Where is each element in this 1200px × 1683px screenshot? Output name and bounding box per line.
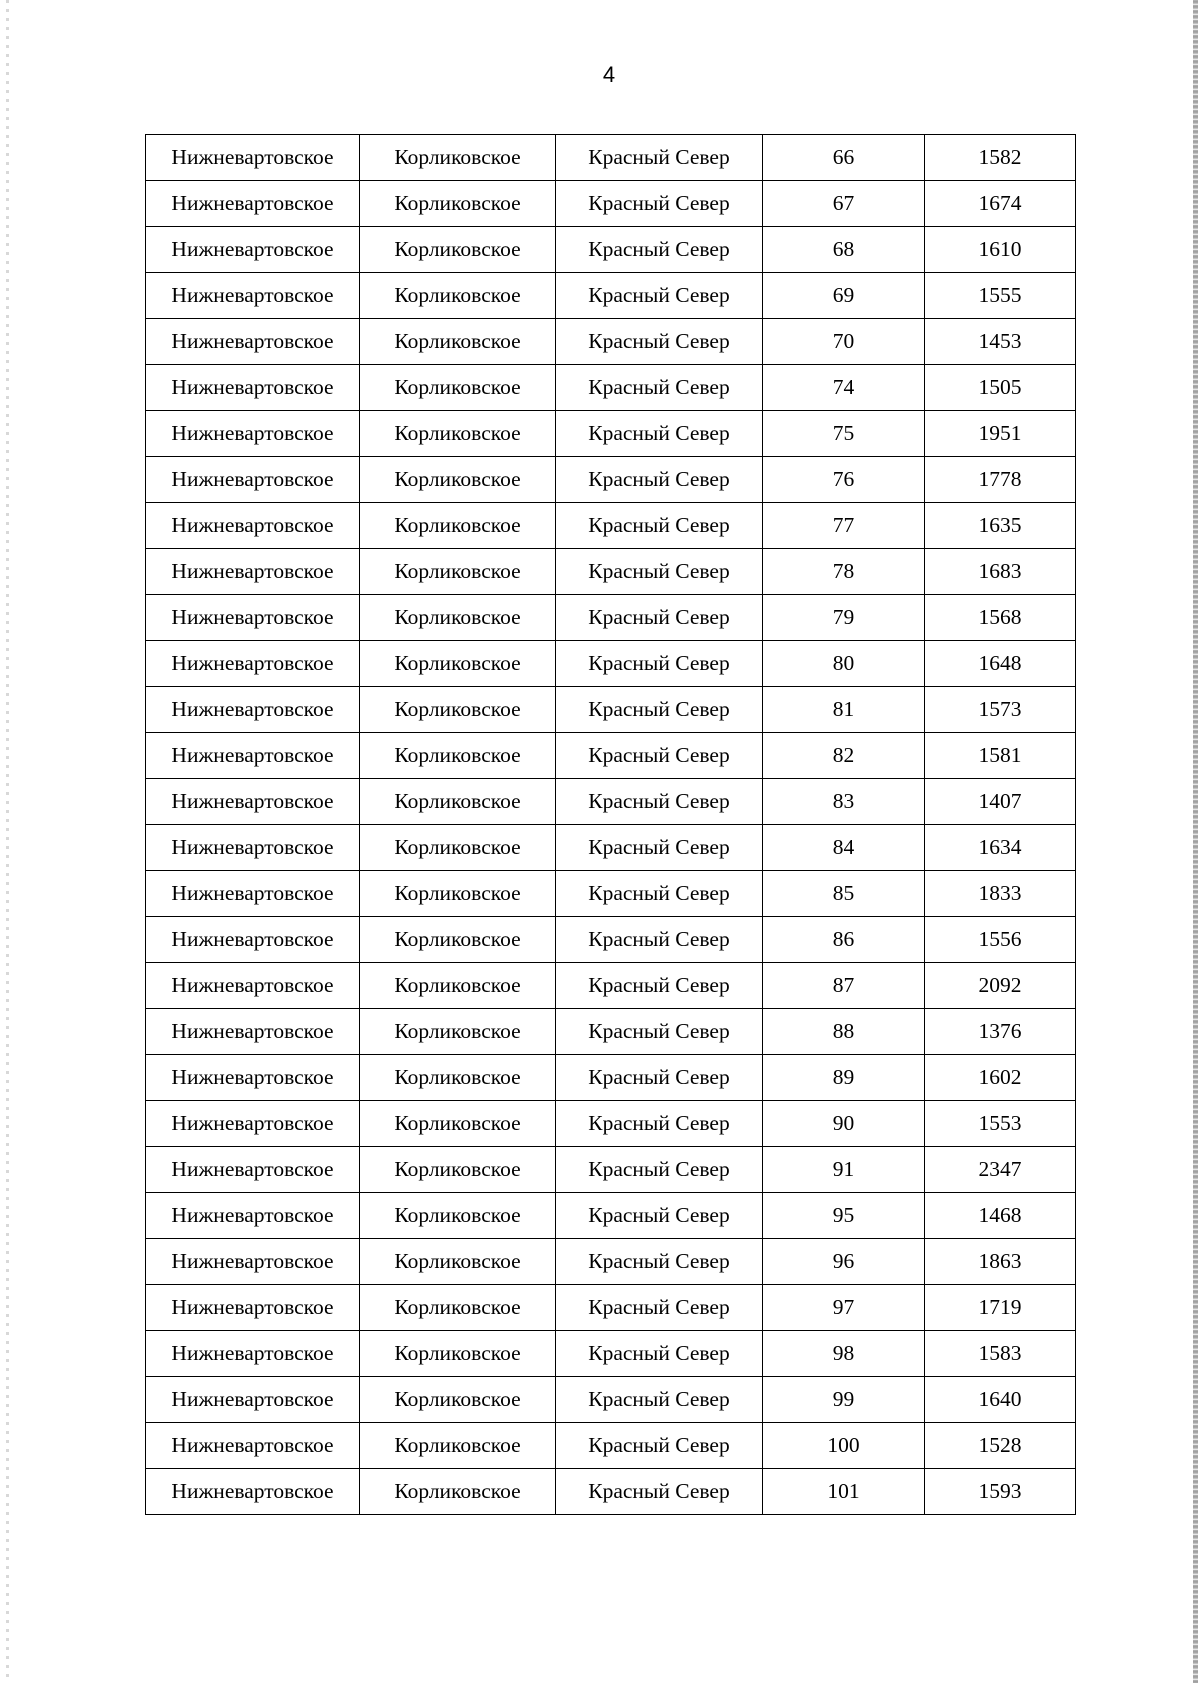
field-cell: Корликовское bbox=[360, 595, 556, 641]
district-cell: Нижневартовское bbox=[146, 1101, 360, 1147]
district-cell: Нижневартовское bbox=[146, 273, 360, 319]
area-cell: Красный Север bbox=[556, 1285, 763, 1331]
district-cell: Нижневартовское bbox=[146, 1285, 360, 1331]
table-row bbox=[146, 917, 1076, 963]
field-cell: Корликовское bbox=[360, 963, 556, 1009]
depth-cell: 1863 bbox=[925, 1239, 1076, 1285]
depth-cell: 1528 bbox=[925, 1423, 1076, 1469]
field-cell: Корликовское bbox=[360, 1239, 556, 1285]
district-cell: Нижневартовское bbox=[146, 549, 360, 595]
area-cell: Красный Север bbox=[556, 1423, 763, 1469]
depth-cell: 1593 bbox=[925, 1469, 1076, 1515]
table-row bbox=[146, 181, 1076, 227]
field-cell: Корликовское bbox=[360, 549, 556, 595]
district-cell: Нижневартовское bbox=[146, 733, 360, 779]
district-cell: Нижневартовское bbox=[146, 365, 360, 411]
area-cell: Красный Север bbox=[556, 411, 763, 457]
table-row bbox=[146, 595, 1076, 641]
field-cell: Корликовское bbox=[360, 687, 556, 733]
well-number-cell: 91 bbox=[763, 1147, 925, 1193]
depth-cell: 2092 bbox=[925, 963, 1076, 1009]
well-number-cell: 81 bbox=[763, 687, 925, 733]
table-row bbox=[146, 779, 1076, 825]
area-cell: Красный Север bbox=[556, 687, 763, 733]
well-number-cell: 80 bbox=[763, 641, 925, 687]
table-row bbox=[146, 963, 1076, 1009]
well-number-cell: 96 bbox=[763, 1239, 925, 1285]
field-cell: Корликовское bbox=[360, 1193, 556, 1239]
area-cell: Красный Север bbox=[556, 917, 763, 963]
depth-cell: 1683 bbox=[925, 549, 1076, 595]
well-number-cell: 77 bbox=[763, 503, 925, 549]
area-cell: Красный Север bbox=[556, 595, 763, 641]
depth-cell: 1568 bbox=[925, 595, 1076, 641]
district-cell: Нижневартовское bbox=[146, 457, 360, 503]
area-cell: Красный Север bbox=[556, 503, 763, 549]
depth-cell: 1573 bbox=[925, 687, 1076, 733]
depth-cell: 2347 bbox=[925, 1147, 1076, 1193]
district-cell: Нижневартовское bbox=[146, 227, 360, 273]
well-number-cell: 97 bbox=[763, 1285, 925, 1331]
table-row bbox=[146, 411, 1076, 457]
depth-cell: 1648 bbox=[925, 641, 1076, 687]
depth-cell: 1778 bbox=[925, 457, 1076, 503]
district-cell: Нижневартовское bbox=[146, 1055, 360, 1101]
area-cell: Красный Север bbox=[556, 871, 763, 917]
well-number-cell: 84 bbox=[763, 825, 925, 871]
area-cell: Красный Север bbox=[556, 1009, 763, 1055]
area-cell: Красный Север bbox=[556, 1239, 763, 1285]
area-cell: Красный Север bbox=[556, 457, 763, 503]
table-row bbox=[146, 273, 1076, 319]
field-cell: Корликовское bbox=[360, 503, 556, 549]
depth-cell: 1635 bbox=[925, 503, 1076, 549]
depth-cell: 1556 bbox=[925, 917, 1076, 963]
district-cell: Нижневартовское bbox=[146, 595, 360, 641]
well-number-cell: 68 bbox=[763, 227, 925, 273]
well-number-cell: 88 bbox=[763, 1009, 925, 1055]
well-number-cell: 86 bbox=[763, 917, 925, 963]
table-row bbox=[146, 1055, 1076, 1101]
well-number-cell: 95 bbox=[763, 1193, 925, 1239]
well-number-cell: 75 bbox=[763, 411, 925, 457]
area-cell: Красный Север bbox=[556, 365, 763, 411]
well-number-cell: 67 bbox=[763, 181, 925, 227]
depth-cell: 1833 bbox=[925, 871, 1076, 917]
district-cell: Нижневартовское bbox=[146, 135, 360, 181]
well-number-cell: 98 bbox=[763, 1331, 925, 1377]
well-number-cell: 76 bbox=[763, 457, 925, 503]
table-row bbox=[146, 319, 1076, 365]
depth-cell: 1634 bbox=[925, 825, 1076, 871]
table-row bbox=[146, 1285, 1076, 1331]
table-row bbox=[146, 871, 1076, 917]
well-number-cell: 74 bbox=[763, 365, 925, 411]
field-cell: Корликовское bbox=[360, 1101, 556, 1147]
area-cell: Красный Север bbox=[556, 1331, 763, 1377]
table-row bbox=[146, 733, 1076, 779]
field-cell: Корликовское bbox=[360, 871, 556, 917]
field-cell: Корликовское bbox=[360, 227, 556, 273]
district-cell: Нижневартовское bbox=[146, 825, 360, 871]
well-number-cell: 101 bbox=[763, 1469, 925, 1515]
field-cell: Корликовское bbox=[360, 1285, 556, 1331]
depth-cell: 1553 bbox=[925, 1101, 1076, 1147]
table-row bbox=[146, 1377, 1076, 1423]
area-cell: Красный Север bbox=[556, 963, 763, 1009]
area-cell: Красный Север bbox=[556, 1101, 763, 1147]
well-number-cell: 85 bbox=[763, 871, 925, 917]
area-cell: Красный Север bbox=[556, 181, 763, 227]
district-cell: Нижневартовское bbox=[146, 1239, 360, 1285]
district-cell: Нижневартовское bbox=[146, 181, 360, 227]
area-cell: Красный Север bbox=[556, 779, 763, 825]
field-cell: Корликовское bbox=[360, 319, 556, 365]
well-number-cell: 89 bbox=[763, 1055, 925, 1101]
table-row bbox=[146, 227, 1076, 273]
table-body bbox=[146, 135, 1076, 1515]
field-cell: Корликовское bbox=[360, 733, 556, 779]
district-cell: Нижневартовское bbox=[146, 411, 360, 457]
table-row bbox=[146, 1423, 1076, 1469]
table-row bbox=[146, 1009, 1076, 1055]
field-cell: Корликовское bbox=[360, 825, 556, 871]
district-cell: Нижневартовское bbox=[146, 871, 360, 917]
table-row bbox=[146, 1101, 1076, 1147]
field-cell: Корликовское bbox=[360, 181, 556, 227]
depth-cell: 1407 bbox=[925, 779, 1076, 825]
field-cell: Корликовское bbox=[360, 1377, 556, 1423]
page-number: 4 bbox=[602, 62, 616, 87]
area-cell: Красный Север bbox=[556, 135, 763, 181]
district-cell: Нижневартовское bbox=[146, 1193, 360, 1239]
field-cell: Корликовское bbox=[360, 1009, 556, 1055]
table-row bbox=[146, 1147, 1076, 1193]
field-cell: Корликовское bbox=[360, 411, 556, 457]
depth-cell: 1376 bbox=[925, 1009, 1076, 1055]
depth-cell: 1505 bbox=[925, 365, 1076, 411]
district-cell: Нижневартовское bbox=[146, 779, 360, 825]
table-row bbox=[146, 1469, 1076, 1515]
area-cell: Красный Север bbox=[556, 733, 763, 779]
field-cell: Корликовское bbox=[360, 779, 556, 825]
field-cell: Корликовское bbox=[360, 365, 556, 411]
well-number-cell: 82 bbox=[763, 733, 925, 779]
table-row bbox=[146, 503, 1076, 549]
area-cell: Красный Север bbox=[556, 1377, 763, 1423]
district-cell: Нижневартовское bbox=[146, 1331, 360, 1377]
table-row bbox=[146, 641, 1076, 687]
table-row bbox=[146, 825, 1076, 871]
area-cell: Красный Север bbox=[556, 273, 763, 319]
district-cell: Нижневартовское bbox=[146, 963, 360, 1009]
depth-cell: 1602 bbox=[925, 1055, 1076, 1101]
area-cell: Красный Север bbox=[556, 549, 763, 595]
depth-cell: 1951 bbox=[925, 411, 1076, 457]
district-cell: Нижневартовское bbox=[146, 1423, 360, 1469]
field-cell: Корликовское bbox=[360, 1147, 556, 1193]
well-number-cell: 87 bbox=[763, 963, 925, 1009]
district-cell: Нижневартовское bbox=[146, 1009, 360, 1055]
depth-cell: 1453 bbox=[925, 319, 1076, 365]
district-cell: Нижневартовское bbox=[146, 1147, 360, 1193]
well-number-cell: 78 bbox=[763, 549, 925, 595]
table-row bbox=[146, 1331, 1076, 1377]
table-row bbox=[146, 135, 1076, 181]
area-cell: Красный Север bbox=[556, 1055, 763, 1101]
well-number-cell: 100 bbox=[763, 1423, 925, 1469]
district-cell: Нижневартовское bbox=[146, 687, 360, 733]
district-cell: Нижневартовское bbox=[146, 641, 360, 687]
field-cell: Корликовское bbox=[360, 135, 556, 181]
field-cell: Корликовское bbox=[360, 917, 556, 963]
field-cell: Корликовское bbox=[360, 1331, 556, 1377]
depth-cell: 1640 bbox=[925, 1377, 1076, 1423]
area-cell: Красный Север bbox=[556, 1469, 763, 1515]
depth-cell: 1719 bbox=[925, 1285, 1076, 1331]
scan-edge-left bbox=[6, 0, 9, 1683]
district-cell: Нижневартовское bbox=[146, 917, 360, 963]
area-cell: Красный Север bbox=[556, 825, 763, 871]
district-cell: Нижневартовское bbox=[146, 503, 360, 549]
table-row bbox=[146, 365, 1076, 411]
well-number-cell: 70 bbox=[763, 319, 925, 365]
area-cell: Красный Север bbox=[556, 1147, 763, 1193]
field-cell: Корликовское bbox=[360, 1423, 556, 1469]
table-row bbox=[146, 1239, 1076, 1285]
table-row bbox=[146, 549, 1076, 595]
district-cell: Нижневартовское bbox=[146, 1377, 360, 1423]
area-cell: Красный Север bbox=[556, 1193, 763, 1239]
table-row bbox=[146, 1193, 1076, 1239]
field-cell: Корликовское bbox=[360, 1469, 556, 1515]
area-cell: Красный Север bbox=[556, 227, 763, 273]
depth-cell: 1468 bbox=[925, 1193, 1076, 1239]
field-cell: Корликовское bbox=[360, 641, 556, 687]
well-number-cell: 66 bbox=[763, 135, 925, 181]
area-cell: Красный Север bbox=[556, 319, 763, 365]
depth-cell: 1582 bbox=[925, 135, 1076, 181]
data-table bbox=[145, 134, 1076, 1515]
depth-cell: 1581 bbox=[925, 733, 1076, 779]
field-cell: Корликовское bbox=[360, 1055, 556, 1101]
field-cell: Корликовское bbox=[360, 457, 556, 503]
well-number-cell: 99 bbox=[763, 1377, 925, 1423]
table-row bbox=[146, 457, 1076, 503]
area-cell: Красный Север bbox=[556, 641, 763, 687]
well-number-cell: 90 bbox=[763, 1101, 925, 1147]
depth-cell: 1610 bbox=[925, 227, 1076, 273]
well-number-cell: 79 bbox=[763, 595, 925, 641]
well-number-cell: 69 bbox=[763, 273, 925, 319]
field-cell: Корликовское bbox=[360, 273, 556, 319]
district-cell: Нижневартовское bbox=[146, 319, 360, 365]
depth-cell: 1555 bbox=[925, 273, 1076, 319]
depth-cell: 1583 bbox=[925, 1331, 1076, 1377]
scan-edge-right bbox=[1193, 0, 1198, 1683]
table-row bbox=[146, 687, 1076, 733]
well-number-cell: 83 bbox=[763, 779, 925, 825]
depth-cell: 1674 bbox=[925, 181, 1076, 227]
district-cell: Нижневартовское bbox=[146, 1469, 360, 1515]
